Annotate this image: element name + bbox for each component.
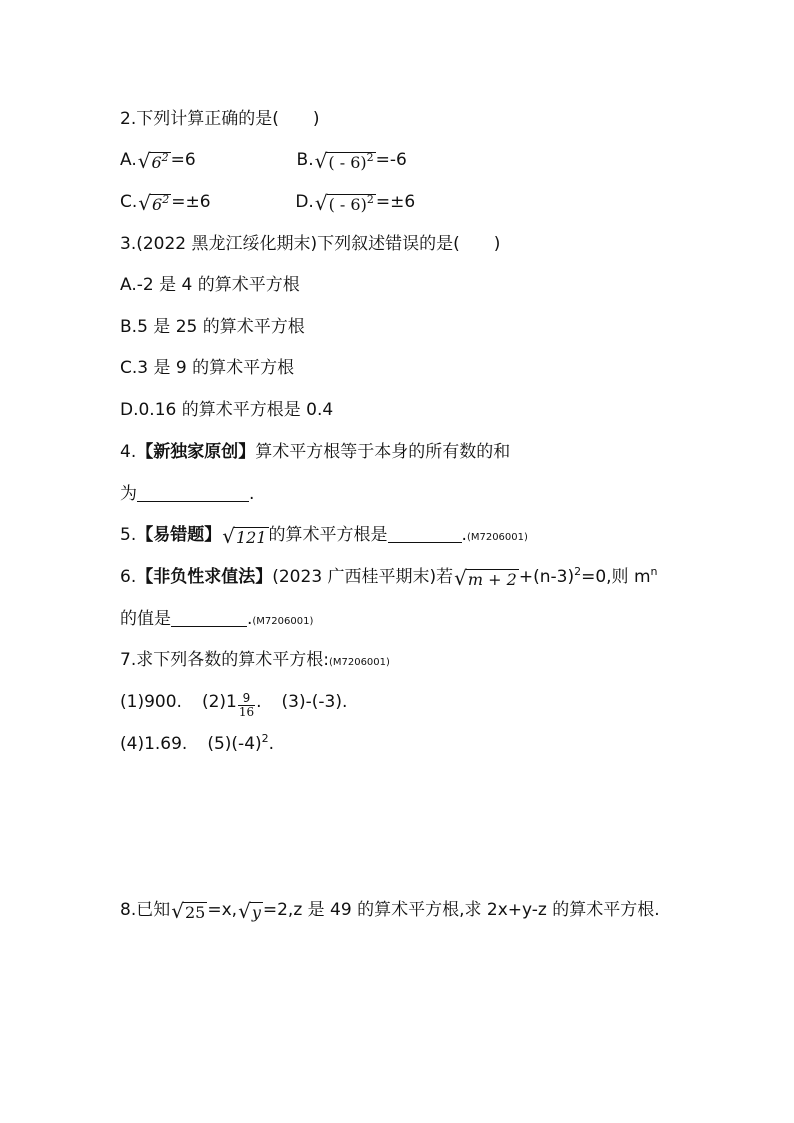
q5-stem: [120, 523, 528, 549]
answer-blank[interactable]: [171, 608, 247, 627]
q2-a-label: A.: [120, 150, 137, 170]
q7-stem-text: 7.求下列各数的算术平方根:: [120, 650, 329, 670]
fraction: [238, 692, 255, 719]
q7-parts-1-3: [120, 690, 348, 719]
q2-stem: [120, 107, 319, 133]
q7-part-2-whole: (2)1: [201, 692, 237, 712]
q8-radicand-2: y: [251, 903, 261, 922]
q4-answer-line: [120, 482, 254, 508]
q7-code: (M7206001): [328, 657, 390, 668]
q8-middle-2: =2,z 是 49 的算术平方根,求 2x+y-z 的算术平方根.: [262, 900, 660, 920]
q7-parts-4-5: [120, 732, 274, 758]
fraction-denominator: 16: [238, 705, 255, 719]
sqrt-expression: √25: [171, 899, 206, 923]
q7-stem: [120, 648, 390, 674]
q8-stem: [120, 898, 660, 924]
q3-c-text: C.3 是 9 的算术平方根: [120, 358, 295, 378]
q2-b-radicand: ( - 6): [328, 153, 367, 172]
q7-part-1: (1)900.: [120, 692, 182, 712]
q3-a-text: A.-2 是 4 的算术平方根: [120, 275, 300, 295]
sqrt-expression: $√6^2$: [137, 149, 169, 173]
q4-number: 4.: [120, 442, 137, 462]
q6-after: =0,则 m: [581, 567, 651, 587]
q3-option-b: [120, 315, 305, 341]
q6-code: (M7206001): [252, 616, 314, 627]
q6-middle: +(n-3): [518, 567, 575, 587]
q2-c-label: C.: [120, 192, 138, 212]
q6-exponent-n: n: [650, 565, 658, 578]
q6-stem: [120, 565, 658, 591]
q2-b-result: =-6: [375, 150, 407, 170]
sqrt-expression: √y: [238, 899, 261, 923]
q3-stem-text: 3.(2022 黑龙江绥化期末)下列叙述错误的是( ): [120, 234, 501, 254]
q2-options-cd: [120, 190, 415, 216]
q6-number: 6.: [120, 567, 137, 587]
q8-middle-1: =x,: [207, 900, 238, 920]
q5-end: .: [461, 525, 467, 545]
sqrt-expression: $√6^2$: [138, 191, 170, 215]
q2-stem-text: 2.下列计算正确的是( ): [120, 109, 320, 129]
q2-d-exponent: 2: [366, 193, 374, 206]
q4-line2-prefix: 为: [120, 484, 137, 504]
answer-blank[interactable]: [388, 524, 462, 543]
q6-line2-text: 的值是: [120, 609, 171, 629]
q5-radicand: 121: [235, 528, 267, 547]
q2-option-a: [120, 149, 201, 173]
q5-code: (M7206001): [466, 532, 528, 543]
q3-option-c: [120, 356, 294, 382]
q7-part-5: (5)(-4): [207, 734, 262, 754]
q7-part-5-end: .: [268, 734, 275, 754]
q6-tag: 【非负性求值法】: [136, 567, 273, 587]
sqrt-expression: √121: [222, 524, 267, 548]
q2-a-radicand: 6: [151, 153, 162, 172]
sqrt-expression: √( - 6)$^2$: [314, 191, 374, 215]
q2-d-radicand: ( - 6): [328, 195, 367, 214]
q5-number: 5.: [120, 525, 137, 545]
q2-option-b: [296, 149, 407, 173]
q2-c-result: =±6: [171, 192, 211, 212]
q7-part-4: (4)1.69.: [120, 734, 188, 754]
fraction-numerator: 9: [242, 691, 251, 705]
q6-radicand: m + 2: [467, 570, 517, 589]
q3-b-text: B.5 是 25 的算术平方根: [120, 317, 305, 337]
q2-a-exponent: 2: [161, 151, 169, 164]
q4-text: 算术平方根等于本身的所有数的和: [255, 442, 511, 462]
q6-answer-line: [120, 607, 313, 633]
q5-text: 的算术平方根是: [268, 525, 388, 545]
q2-a-result: =6: [170, 150, 196, 170]
q2-c-radicand: 6: [152, 195, 163, 214]
q7-part-2-end: .: [256, 692, 262, 712]
q2-d-result: =±6: [375, 192, 416, 212]
q6-exponent: 2: [574, 565, 582, 578]
q2-b-exponent: 2: [366, 151, 374, 164]
q6-source: (2023 广西桂平期末)若: [272, 567, 454, 587]
q8-prefix: 8.已知: [120, 900, 171, 920]
q3-option-d: [120, 398, 333, 424]
q2-options-ab: [120, 148, 407, 174]
q4-line2-end: .: [249, 484, 255, 504]
q7-part-5-exponent: 2: [261, 732, 269, 745]
answer-blank[interactable]: [137, 483, 249, 502]
q6-end: .: [247, 609, 253, 629]
q7-part-2: [201, 691, 262, 719]
q2-option-c: [120, 191, 216, 215]
sqrt-expression: √( - 6)$^2$: [314, 149, 374, 173]
q8-radicand-1: 25: [184, 903, 206, 922]
q3-d-text: D.0.16 的算术平方根是 0.4: [120, 400, 334, 420]
q3-option-a: [120, 273, 300, 299]
q4-tag: 【新独家原创】: [136, 442, 256, 462]
sqrt-expression: √m + 2: [454, 566, 517, 590]
q7-part-3: (3)-(-3).: [281, 692, 348, 712]
q2-b-label: B.: [296, 150, 314, 170]
q4-stem: [120, 440, 510, 466]
q3-stem: [120, 232, 500, 258]
q2-c-exponent: 2: [162, 193, 170, 206]
q5-tag: 【易错题】: [136, 525, 222, 545]
q2-option-d: [295, 191, 416, 215]
q2-d-label: D.: [295, 192, 314, 212]
